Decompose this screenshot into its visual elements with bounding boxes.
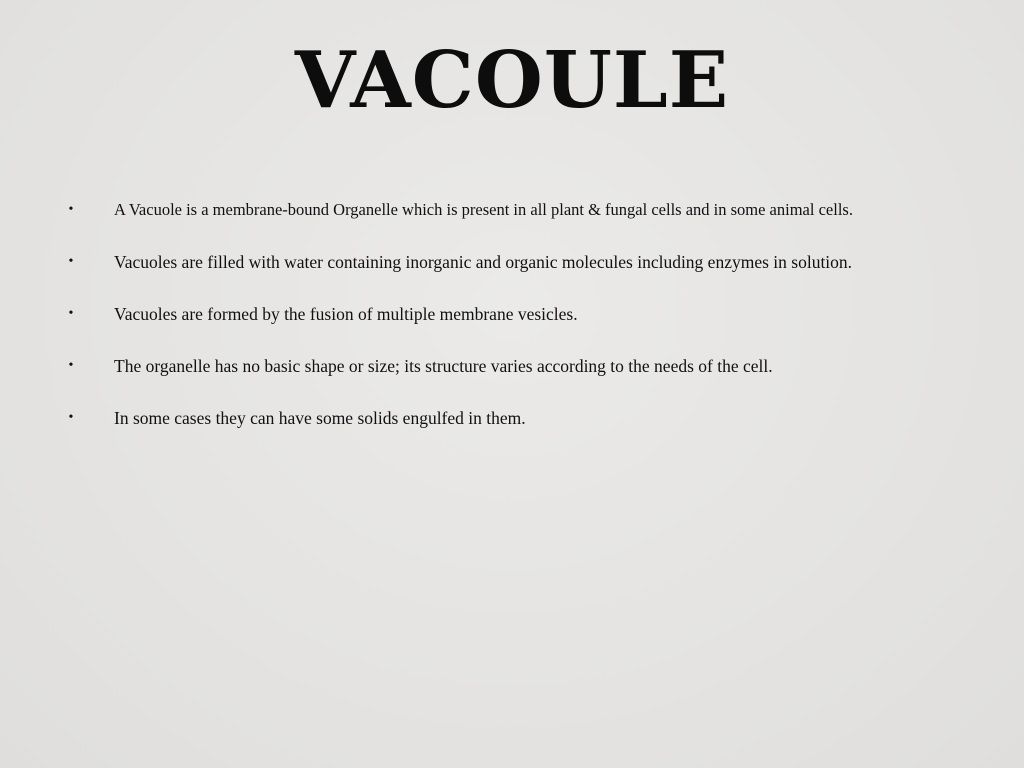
bullet-text: In some cases they can have some solids engulfed in them. — [114, 408, 526, 428]
bullet-icon: • — [68, 202, 74, 217]
bullet-item — [0, 353, 1024, 405]
bullet-item — [0, 197, 1024, 249]
bullet-icon: • — [68, 410, 74, 425]
bullet-icon: • — [68, 306, 74, 321]
bullet-icon: • — [68, 254, 74, 269]
bullet-list — [0, 197, 1024, 457]
bullet-item — [0, 405, 1024, 457]
bullet-text: A Vacuole is a membrane-bound Organelle which is present in all plant & fungal cells and in some animal cells. — [114, 200, 853, 219]
bullet-text: Vacuoles are filled with water containing inorganic and organic molecules including enzymes in solution. — [114, 252, 853, 272]
bullet-text: The organelle has no basic shape or size; its structure varies according to the needs of the cell. — [114, 356, 773, 376]
bullet-item — [0, 301, 1024, 353]
slide-title: VACOULE — [294, 35, 730, 126]
bullet-icon: • — [68, 358, 74, 373]
bullet-item — [0, 249, 1024, 301]
bullet-text: Vacuoles are formed by the fusion of multiple membrane vesicles. — [114, 304, 578, 324]
